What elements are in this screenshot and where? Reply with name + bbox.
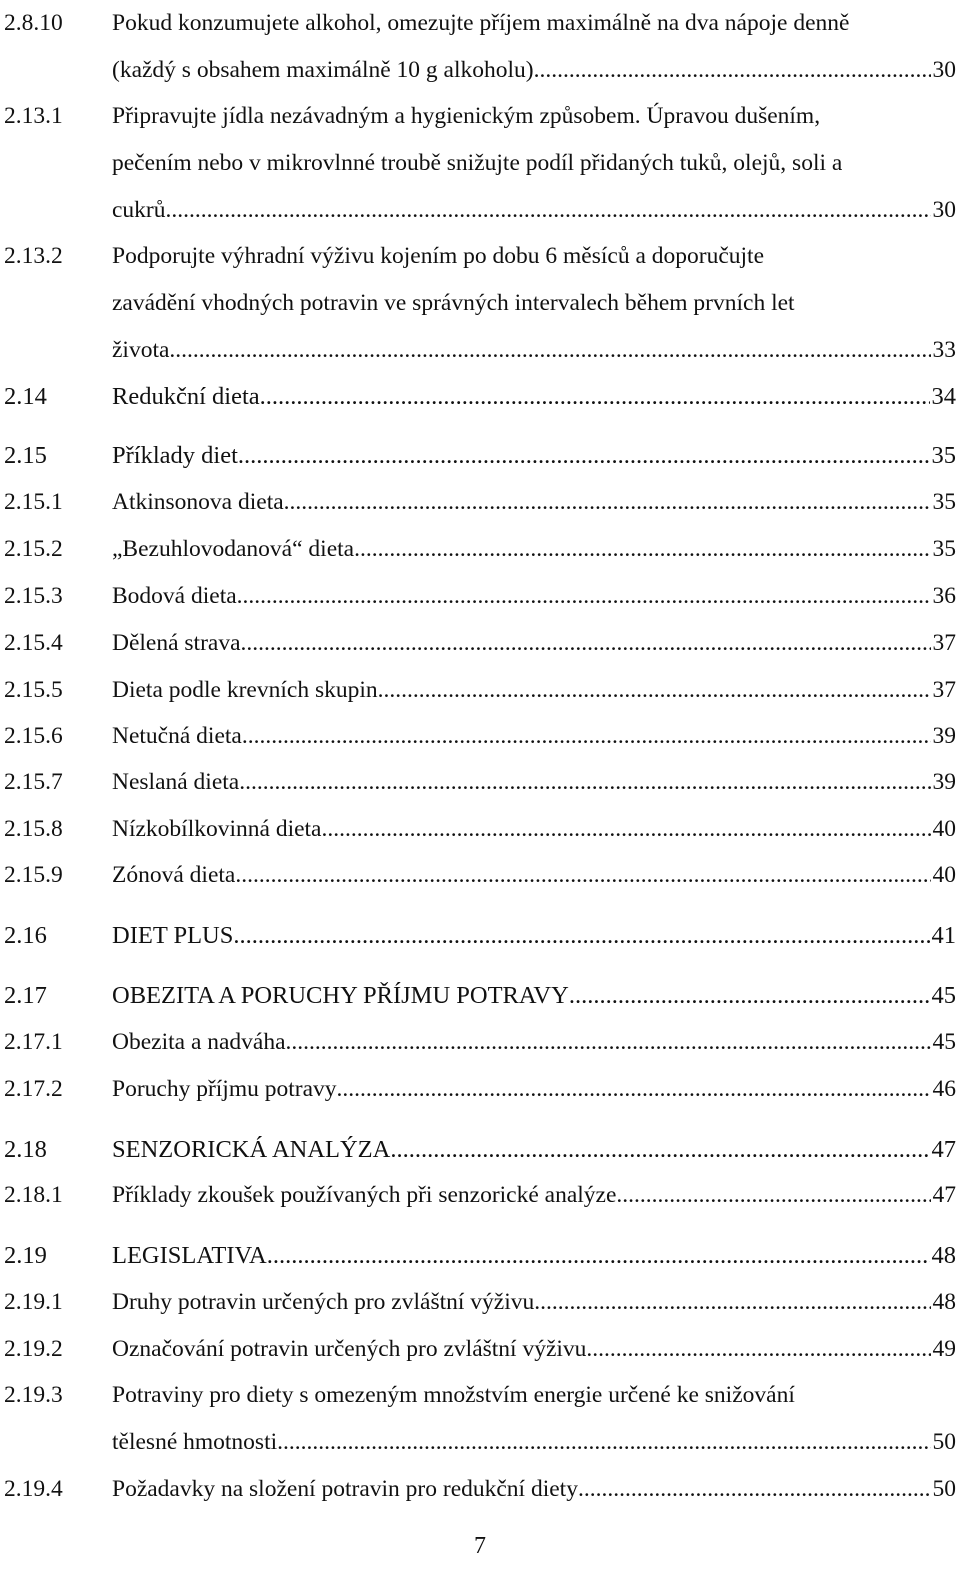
- toc-entry-number: 2.15: [4, 442, 47, 469]
- toc-entry-title: Atkinsonova dieta: [112, 489, 284, 515]
- toc-entry-page: 36: [932, 583, 956, 609]
- toc-entry-number: 2.19: [4, 1242, 47, 1269]
- toc-entry-page: 30: [932, 197, 956, 223]
- toc-entry-title: SENZORICKÁ ANALÝZA: [112, 1136, 391, 1163]
- toc-entry-title: Obezita a nadváha: [112, 1029, 286, 1055]
- dot-leader: [233, 912, 929, 959]
- dot-leader: [235, 852, 930, 899]
- toc-entry-line: [112, 432, 956, 479]
- toc-entry-line: [112, 479, 956, 526]
- dot-leader: [378, 667, 931, 714]
- toc-entry-line: [112, 327, 956, 374]
- dot-leader: [337, 1066, 931, 1113]
- toc-entry-line: [112, 1466, 956, 1513]
- toc-entry-number: 2.19.4: [4, 1476, 63, 1502]
- toc-entry-line: [112, 1279, 956, 1326]
- toc-entry-line: [112, 573, 956, 620]
- toc-entry-page: 33: [932, 337, 956, 363]
- toc-entry-page: 34: [931, 383, 956, 410]
- dot-leader: [277, 1419, 930, 1466]
- toc-entry-line: pečením nebo v mikrovlnné troubě snižujte podíl přidaných tuků, olejů, soli a: [112, 150, 843, 176]
- toc-entry-line: [112, 1126, 956, 1173]
- toc-entry-line: [112, 526, 956, 573]
- toc-entry-line: [112, 1232, 956, 1279]
- toc-entry-number: 2.15.1: [4, 489, 63, 515]
- toc-entry-line: [112, 972, 956, 1019]
- dot-leader: [238, 432, 930, 479]
- toc-entry-number: 2.14: [4, 383, 47, 410]
- toc-entry-page: 40: [932, 862, 956, 888]
- toc-entry-number: 2.15.2: [4, 536, 63, 562]
- toc-entry-title: „Bezuhlovodanová“ dieta: [112, 536, 355, 562]
- page-number: 7: [474, 1533, 486, 1559]
- toc-entry-line: Připravujte jídla nezávadným a hygienickým způsobem. Úpravou dušením,: [112, 103, 821, 129]
- toc-entry-title: Požadavky na složení potravin pro redukční diety: [112, 1476, 578, 1502]
- toc-entry-line: zavádění vhodných potravin ve správných intervalech během prvních let: [112, 290, 795, 316]
- toc-entry-line: [112, 806, 956, 853]
- toc-entry-page: 35: [932, 536, 956, 562]
- toc-entry-line: [112, 47, 956, 94]
- toc-entry-page: 46: [932, 1076, 956, 1102]
- toc-entry-number: 2.15.3: [4, 583, 63, 609]
- toc-entry-number: 2.15.7: [4, 769, 63, 795]
- toc-entry-page: 47: [932, 1182, 956, 1208]
- dot-leader: [578, 1466, 931, 1513]
- toc-entry-title: LEGISLATIVA: [112, 1242, 267, 1269]
- toc-entry-title: Zónová dieta: [112, 862, 236, 888]
- dot-leader: [569, 972, 930, 1019]
- toc-entry-line: [112, 1419, 956, 1466]
- toc-entry-line: [112, 620, 956, 667]
- toc-entry-line: Pokud konzumujete alkohol, omezujte příjem maximálně na dva nápoje denně: [112, 10, 850, 36]
- toc-entry-title: Dělená strava: [112, 630, 241, 656]
- toc-entry-page: 41: [931, 922, 956, 949]
- dot-leader: [539, 47, 930, 94]
- dot-leader: [260, 373, 930, 420]
- toc-entry-number: 2.8.10: [4, 10, 63, 36]
- toc-entry-page: 40: [932, 816, 956, 842]
- toc-entry-title: (každý s obsahem maximálně 10 g alkoholu).: [112, 57, 540, 83]
- toc-entry-title: života: [112, 337, 170, 363]
- dot-leader: [284, 479, 931, 526]
- dot-leader: [242, 713, 931, 760]
- toc-entry-title: DIET PLUS: [112, 922, 234, 949]
- toc-entry-title: Redukční dieta: [112, 383, 260, 410]
- toc-entry-title: Druhy potravin určených pro zvláštní výživu: [112, 1289, 535, 1315]
- toc-entry-title: Poruchy příjmu potravy: [112, 1076, 337, 1102]
- toc-entry-number: 2.13.2: [4, 243, 63, 269]
- toc-entry-number: 2.17: [4, 982, 47, 1009]
- toc-entry-page: 35: [931, 442, 956, 469]
- toc-entry-page: 30: [932, 57, 956, 83]
- toc-entry-number: 2.15.8: [4, 816, 63, 842]
- toc-entry-page: 39: [932, 723, 956, 749]
- toc-entry-page: 48: [931, 1242, 956, 1269]
- toc-entry-line: [112, 759, 956, 806]
- dot-leader: [390, 1126, 929, 1173]
- toc-entry-number: 2.19.1: [4, 1289, 63, 1315]
- toc-entry-page: 39: [932, 769, 956, 795]
- toc-entry-number: 2.15.6: [4, 723, 63, 749]
- toc-entry-page: 50: [932, 1429, 956, 1455]
- toc-entry-line: [112, 667, 956, 714]
- toc-entry-line: [112, 1019, 956, 1066]
- toc-entry-number: 2.18: [4, 1136, 47, 1163]
- toc-entry-title: Bodová dieta: [112, 583, 237, 609]
- toc-entry-title: OBEZITA A PORUCHY PŘÍJMU POTRAVY: [112, 982, 569, 1009]
- toc-entry-page: 37: [932, 630, 956, 656]
- toc-entry-number: 2.19.2: [4, 1336, 63, 1362]
- toc-entry-page: 35: [932, 489, 956, 515]
- dot-leader: [239, 759, 930, 806]
- toc-entry-number: 2.17.2: [4, 1076, 63, 1102]
- toc-entry-number: 2.15.9: [4, 862, 63, 888]
- dot-leader: [286, 1019, 931, 1066]
- toc-entry-number: 2.16: [4, 922, 47, 949]
- toc-entry-line: [112, 852, 956, 899]
- toc-entry-title: Netučná dieta: [112, 723, 242, 749]
- dot-leader: [322, 806, 931, 853]
- toc-entry-number: 2.15.5: [4, 677, 63, 703]
- toc-entry-number: 2.17.1: [4, 1029, 63, 1055]
- dot-leader: [586, 1326, 930, 1373]
- toc-entry-line: [112, 1066, 956, 1113]
- toc-entry-title: tělesné hmotnosti: [112, 1429, 278, 1455]
- toc-entry-title: Neslaná dieta: [112, 769, 240, 795]
- dot-leader: [616, 1172, 930, 1219]
- toc-entry-page: 47: [931, 1136, 956, 1163]
- dot-leader: [241, 620, 931, 667]
- dot-leader: [171, 187, 930, 234]
- toc-entry-page: 48: [932, 1289, 956, 1315]
- toc-entry-page: 50: [932, 1476, 956, 1502]
- toc-entry-line: Podporujte výhradní výživu kojením po dobu 6 měsíců a doporučujte: [112, 243, 765, 269]
- dot-leader: [267, 1232, 930, 1279]
- toc-entry-page: 49: [932, 1336, 956, 1362]
- toc-entry-line: [112, 912, 956, 959]
- toc-entry-title: Příklady zkoušek používaných při senzorické analýze: [112, 1182, 617, 1208]
- toc-entry-title: Nízkobílkovinná dieta: [112, 816, 322, 842]
- toc-entry-number: 2.15.4: [4, 630, 63, 656]
- toc-entry-number: 2.13.1: [4, 103, 63, 129]
- toc-entry-number: 2.19.3: [4, 1382, 63, 1408]
- toc-entry-line: [112, 1326, 956, 1373]
- toc-entry-title: Označování potravin určených pro zvláštní výživu: [112, 1336, 587, 1362]
- toc-entry-page: 45: [931, 982, 956, 1009]
- dot-leader: [169, 327, 930, 374]
- dot-leader: [237, 573, 931, 620]
- toc-entry-line: [112, 373, 956, 420]
- toc-entry-line: Potraviny pro diety s omezeným množstvím energie určené ke snižování: [112, 1382, 795, 1408]
- toc-entry-page: 37: [932, 677, 956, 703]
- dot-leader: [354, 526, 930, 573]
- toc-entry-number: 2.18.1: [4, 1182, 63, 1208]
- toc-entry-line: [112, 187, 956, 234]
- toc-entry-title: Příklady diet: [112, 442, 238, 469]
- toc-entry-title: cukrů.: [112, 197, 172, 223]
- toc-entry-title: Dieta podle krevních skupin: [112, 677, 378, 703]
- dot-leader: [534, 1279, 930, 1326]
- toc-entry-line: [112, 713, 956, 760]
- toc-entry-page: 45: [932, 1029, 956, 1055]
- toc-entry-line: [112, 1172, 956, 1219]
